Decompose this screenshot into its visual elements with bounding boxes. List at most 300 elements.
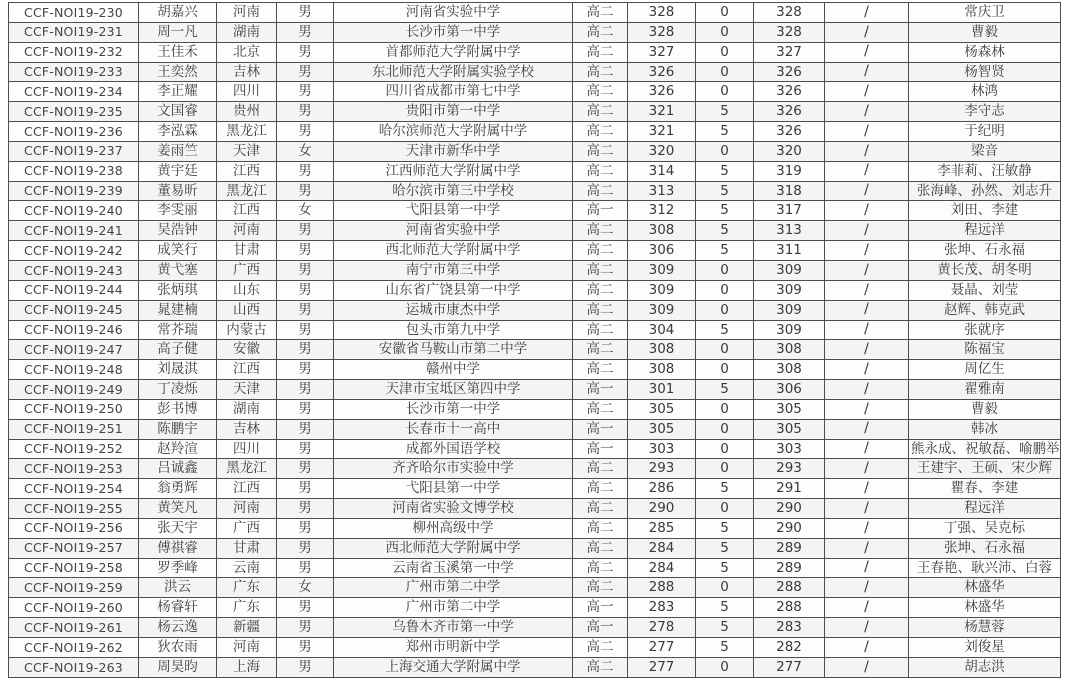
cell-bonus: 5 [696,320,754,340]
cell-teachers: 黄长茂、胡冬明 [909,260,1061,280]
cell-grade: 高二 [573,479,628,499]
cell-teachers: 李守志 [909,102,1061,122]
cell-contestant-id: CCF-NOI19-261 [9,618,139,638]
cell-province: 四川 [217,82,277,102]
cell-score: 301 [628,380,696,400]
cell-name: 高子健 [139,340,217,360]
cell-province: 山西 [217,300,277,320]
cell-teachers: 刘田、李建 [909,201,1061,221]
cell-name: 陈鹏宇 [139,419,217,439]
cell-total: 326 [754,62,825,82]
cell-slash: / [825,241,909,261]
cell-gender: 男 [277,360,334,380]
cell-contestant-id: CCF-NOI19-232 [9,42,139,62]
table-row [9,499,1061,519]
cell-bonus: 0 [696,82,754,102]
cell-teachers: 周亿生 [909,360,1061,380]
table-row [9,558,1061,578]
cell-province: 湖南 [217,399,277,419]
cell-gender: 男 [277,419,334,439]
cell-bonus: 0 [696,399,754,419]
cell-total: 318 [754,181,825,201]
cell-score: 313 [628,181,696,201]
table-row [9,62,1061,82]
results-table-body [9,3,1061,678]
cell-name: 赵羚渲 [139,439,217,459]
table-row [9,657,1061,677]
cell-total: 313 [754,221,825,241]
cell-grade: 高二 [573,241,628,261]
cell-gender: 男 [277,161,334,181]
cell-total: 309 [754,300,825,320]
cell-bonus: 0 [696,62,754,82]
cell-gender: 男 [277,399,334,419]
cell-slash: / [825,618,909,638]
cell-contestant-id: CCF-NOI19-260 [9,598,139,618]
cell-name: 刘晟淇 [139,360,217,380]
cell-gender: 男 [277,479,334,499]
cell-grade: 高一 [573,598,628,618]
cell-bonus: 0 [696,340,754,360]
cell-slash: / [825,221,909,241]
cell-score: 288 [628,578,696,598]
cell-slash: / [825,102,909,122]
cell-school: 贵阳市第一中学 [334,102,573,122]
cell-teachers: 梁音 [909,141,1061,161]
cell-teachers: 常庆卫 [909,3,1061,23]
cell-score: 305 [628,399,696,419]
cell-province: 吉林 [217,62,277,82]
cell-gender: 男 [277,380,334,400]
cell-school: 南宁市第三中学 [334,260,573,280]
cell-name: 董易昕 [139,181,217,201]
cell-school: 河南省实验中学 [334,221,573,241]
cell-gender: 男 [277,657,334,677]
cell-score: 321 [628,122,696,142]
cell-contestant-id: CCF-NOI19-234 [9,82,139,102]
cell-total: 326 [754,102,825,122]
table-row [9,280,1061,300]
cell-slash: / [825,518,909,538]
cell-teachers: 林盛华 [909,578,1061,598]
cell-bonus: 0 [696,42,754,62]
cell-teachers: 陈福宝 [909,340,1061,360]
table-row [9,360,1061,380]
cell-bonus: 5 [696,638,754,658]
cell-score: 308 [628,340,696,360]
cell-total: 327 [754,42,825,62]
cell-total: 309 [754,260,825,280]
cell-school: 运城市康杰中学 [334,300,573,320]
cell-total: 303 [754,439,825,459]
cell-school: 天津市宝坻区第四中学 [334,380,573,400]
cell-bonus: 0 [696,3,754,23]
cell-grade: 高二 [573,3,628,23]
cell-score: 327 [628,42,696,62]
cell-contestant-id: CCF-NOI19-239 [9,181,139,201]
cell-slash: / [825,380,909,400]
cell-province: 江西 [217,161,277,181]
cell-contestant-id: CCF-NOI19-247 [9,340,139,360]
cell-total: 326 [754,82,825,102]
table-row [9,340,1061,360]
cell-bonus: 0 [696,141,754,161]
cell-score: 277 [628,638,696,658]
cell-slash: / [825,260,909,280]
cell-gender: 男 [277,518,334,538]
cell-province: 北京 [217,42,277,62]
cell-grade: 高二 [573,22,628,42]
cell-teachers: 杨慧蓉 [909,618,1061,638]
cell-contestant-id: CCF-NOI19-245 [9,300,139,320]
table-row [9,320,1061,340]
cell-grade: 高二 [573,459,628,479]
cell-score: 305 [628,419,696,439]
cell-grade: 高一 [573,618,628,638]
cell-bonus: 0 [696,360,754,380]
cell-score: 293 [628,459,696,479]
cell-gender: 男 [277,22,334,42]
cell-name: 狄农雨 [139,638,217,658]
cell-bonus: 5 [696,181,754,201]
cell-gender: 男 [277,3,334,23]
cell-name: 吕诚鑫 [139,459,217,479]
cell-name: 晁建楠 [139,300,217,320]
cell-teachers: 张就序 [909,320,1061,340]
cell-name: 王奕然 [139,62,217,82]
cell-bonus: 5 [696,518,754,538]
table-row [9,22,1061,42]
cell-name: 姜雨竺 [139,141,217,161]
cell-name: 傅祺睿 [139,538,217,558]
cell-school: 河南省实验中学 [334,3,573,23]
cell-contestant-id: CCF-NOI19-263 [9,657,139,677]
cell-grade: 高二 [573,320,628,340]
cell-bonus: 5 [696,241,754,261]
cell-grade: 高二 [573,280,628,300]
cell-school: 江西师范大学附属中学 [334,161,573,181]
cell-slash: / [825,638,909,658]
cell-score: 321 [628,102,696,122]
cell-school: 郑州市明新中学 [334,638,573,658]
cell-bonus: 5 [696,380,754,400]
cell-bonus: 5 [696,122,754,142]
cell-name: 成笑行 [139,241,217,261]
cell-school: 广州市第二中学 [334,578,573,598]
cell-bonus: 0 [696,280,754,300]
cell-slash: / [825,320,909,340]
cell-grade: 高二 [573,221,628,241]
cell-gender: 男 [277,459,334,479]
cell-teachers: 杨森林 [909,42,1061,62]
cell-name: 周一凡 [139,22,217,42]
cell-gender: 男 [277,241,334,261]
cell-name: 罗季峰 [139,558,217,578]
cell-slash: / [825,141,909,161]
cell-score: 290 [628,499,696,519]
cell-slash: / [825,399,909,419]
cell-school: 哈尔滨师范大学附属中学 [334,122,573,142]
cell-province: 广东 [217,578,277,598]
cell-province: 甘肃 [217,241,277,261]
cell-province: 内蒙古 [217,320,277,340]
cell-slash: / [825,62,909,82]
cell-contestant-id: CCF-NOI19-257 [9,538,139,558]
cell-bonus: 0 [696,419,754,439]
cell-bonus: 0 [696,300,754,320]
cell-teachers: 李菲莉、汪敏静 [909,161,1061,181]
cell-score: 284 [628,538,696,558]
table-row [9,42,1061,62]
cell-teachers: 翟雅南 [909,380,1061,400]
cell-slash: / [825,161,909,181]
cell-teachers: 赵辉、韩克武 [909,300,1061,320]
cell-slash: / [825,201,909,221]
cell-score: 326 [628,62,696,82]
cell-province: 黑龙江 [217,122,277,142]
cell-school: 云南省玉溪第一中学 [334,558,573,578]
cell-province: 广东 [217,598,277,618]
cell-score: 286 [628,479,696,499]
cell-contestant-id: CCF-NOI19-237 [9,141,139,161]
cell-bonus: 5 [696,558,754,578]
cell-gender: 男 [277,618,334,638]
cell-province: 云南 [217,558,277,578]
cell-score: 314 [628,161,696,181]
cell-score: 277 [628,657,696,677]
cell-province: 贵州 [217,102,277,122]
cell-teachers: 丁强、吴克标 [909,518,1061,538]
cell-total: 328 [754,22,825,42]
table-row [9,638,1061,658]
results-table [8,2,1061,678]
cell-contestant-id: CCF-NOI19-259 [9,578,139,598]
cell-province: 河南 [217,638,277,658]
cell-total: 309 [754,280,825,300]
cell-name: 彭书博 [139,399,217,419]
cell-total: 288 [754,598,825,618]
cell-gender: 男 [277,499,334,519]
cell-score: 309 [628,280,696,300]
cell-name: 文国睿 [139,102,217,122]
cell-bonus: 5 [696,221,754,241]
cell-slash: / [825,181,909,201]
cell-province: 甘肃 [217,538,277,558]
cell-name: 李正耀 [139,82,217,102]
cell-bonus: 0 [696,260,754,280]
table-row [9,380,1061,400]
cell-total: 328 [754,3,825,23]
cell-slash: / [825,459,909,479]
cell-contestant-id: CCF-NOI19-252 [9,439,139,459]
cell-name: 黄宇廷 [139,161,217,181]
cell-total: 306 [754,380,825,400]
table-row [9,122,1061,142]
cell-gender: 男 [277,320,334,340]
cell-grade: 高二 [573,399,628,419]
cell-score: 306 [628,241,696,261]
cell-contestant-id: CCF-NOI19-235 [9,102,139,122]
cell-gender: 男 [277,340,334,360]
cell-slash: / [825,3,909,23]
cell-school: 上海交通大学附属中学 [334,657,573,677]
cell-slash: / [825,122,909,142]
cell-total: 309 [754,320,825,340]
cell-name: 李泓霖 [139,122,217,142]
cell-province: 新疆 [217,618,277,638]
cell-teachers: 程远洋 [909,499,1061,519]
cell-province: 河南 [217,221,277,241]
cell-gender: 男 [277,221,334,241]
cell-grade: 高二 [573,538,628,558]
cell-grade: 高二 [573,657,628,677]
cell-school: 首都师范大学附属中学 [334,42,573,62]
cell-bonus: 0 [696,22,754,42]
cell-school: 齐齐哈尔市实验中学 [334,459,573,479]
cell-contestant-id: CCF-NOI19-250 [9,399,139,419]
cell-name: 李雯丽 [139,201,217,221]
cell-total: 289 [754,558,825,578]
cell-gender: 男 [277,598,334,618]
cell-school: 西北师范大学附属中学 [334,241,573,261]
cell-grade: 高二 [573,638,628,658]
cell-contestant-id: CCF-NOI19-251 [9,419,139,439]
cell-gender: 男 [277,260,334,280]
cell-bonus: 0 [696,657,754,677]
cell-contestant-id: CCF-NOI19-242 [9,241,139,261]
cell-total: 282 [754,638,825,658]
cell-province: 湖南 [217,22,277,42]
cell-grade: 高二 [573,260,628,280]
cell-school: 乌鲁木齐市第一中学 [334,618,573,638]
cell-total: 289 [754,538,825,558]
cell-school: 弋阳县第一中学 [334,201,573,221]
cell-score: 312 [628,201,696,221]
table-row [9,82,1061,102]
cell-score: 309 [628,300,696,320]
cell-teachers: 王建宇、王硕、宋少辉 [909,459,1061,479]
table-row [9,618,1061,638]
cell-total: 311 [754,241,825,261]
cell-name: 丁凌烁 [139,380,217,400]
cell-slash: / [825,439,909,459]
table-row [9,3,1061,23]
cell-grade: 高二 [573,161,628,181]
cell-school: 长春市十一高中 [334,419,573,439]
cell-province: 江西 [217,360,277,380]
cell-school: 长沙市第一中学 [334,22,573,42]
cell-contestant-id: CCF-NOI19-244 [9,280,139,300]
cell-teachers: 曹毅 [909,22,1061,42]
cell-province: 江西 [217,479,277,499]
cell-name: 张炳琪 [139,280,217,300]
cell-slash: / [825,82,909,102]
cell-bonus: 0 [696,499,754,519]
cell-name: 杨云逸 [139,618,217,638]
cell-province: 黑龙江 [217,459,277,479]
table-row [9,181,1061,201]
cell-total: 291 [754,479,825,499]
table-row [9,578,1061,598]
cell-contestant-id: CCF-NOI19-243 [9,260,139,280]
cell-score: 285 [628,518,696,538]
cell-grade: 高二 [573,360,628,380]
cell-grade: 高一 [573,201,628,221]
table-row [9,439,1061,459]
cell-slash: / [825,598,909,618]
cell-province: 天津 [217,141,277,161]
cell-grade: 高一 [573,380,628,400]
cell-total: 283 [754,618,825,638]
cell-teachers: 瞿春、李建 [909,479,1061,499]
cell-total: 319 [754,161,825,181]
cell-school: 四川省成都市第七中学 [334,82,573,102]
cell-name: 王佳禾 [139,42,217,62]
cell-school: 包头市第九中学 [334,320,573,340]
cell-slash: / [825,538,909,558]
cell-name: 张天宇 [139,518,217,538]
cell-slash: / [825,300,909,320]
cell-score: 284 [628,558,696,578]
cell-contestant-id: CCF-NOI19-258 [9,558,139,578]
cell-grade: 高一 [573,419,628,439]
cell-slash: / [825,22,909,42]
cell-score: 308 [628,360,696,380]
table-row [9,161,1061,181]
cell-contestant-id: CCF-NOI19-253 [9,459,139,479]
cell-slash: / [825,578,909,598]
cell-grade: 高二 [573,62,628,82]
cell-score: 309 [628,260,696,280]
cell-school: 安徽省马鞍山市第二中学 [334,340,573,360]
cell-province: 河南 [217,3,277,23]
table-row [9,399,1061,419]
cell-bonus: 5 [696,618,754,638]
cell-total: 308 [754,360,825,380]
cell-teachers: 林鸿 [909,82,1061,102]
cell-total: 305 [754,399,825,419]
cell-total: 293 [754,459,825,479]
cell-score: 283 [628,598,696,618]
cell-grade: 高二 [573,122,628,142]
table-row [9,221,1061,241]
table-row [9,141,1061,161]
cell-name: 翁勇辉 [139,479,217,499]
cell-school: 成都外国语学校 [334,439,573,459]
cell-teachers: 张坤、石永福 [909,241,1061,261]
cell-total: 317 [754,201,825,221]
cell-bonus: 0 [696,459,754,479]
cell-contestant-id: CCF-NOI19-249 [9,380,139,400]
cell-gender: 男 [277,102,334,122]
cell-name: 吴浩钟 [139,221,217,241]
cell-name: 周昊昀 [139,657,217,677]
cell-grade: 高二 [573,340,628,360]
cell-bonus: 5 [696,201,754,221]
cell-gender: 女 [277,578,334,598]
cell-name: 胡嘉兴 [139,3,217,23]
cell-score: 326 [628,82,696,102]
cell-province: 广西 [217,260,277,280]
cell-slash: / [825,479,909,499]
cell-grade: 高二 [573,558,628,578]
cell-gender: 男 [277,558,334,578]
cell-grade: 高二 [573,181,628,201]
cell-contestant-id: CCF-NOI19-233 [9,62,139,82]
cell-bonus: 5 [696,479,754,499]
cell-contestant-id: CCF-NOI19-241 [9,221,139,241]
cell-teachers: 张海峰、孙然、刘志升 [909,181,1061,201]
